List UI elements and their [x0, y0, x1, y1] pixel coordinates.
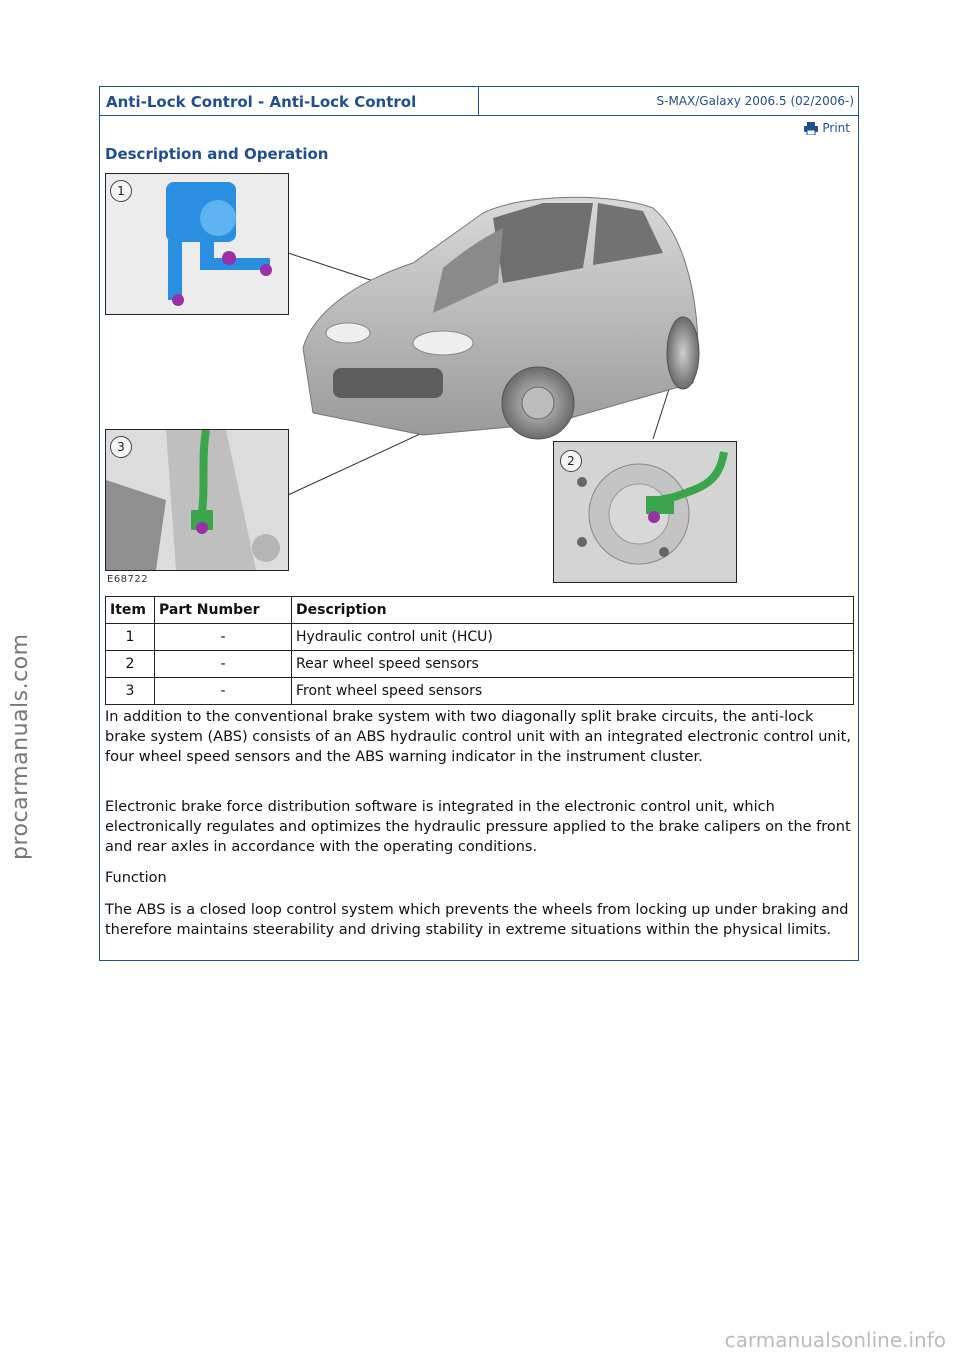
parts-table	[105, 596, 854, 705]
printer-icon	[804, 122, 818, 135]
column-header-item: Item	[106, 597, 155, 624]
page-title: Anti-Lock Control - Anti-Lock Control	[106, 93, 417, 111]
figure-code: E68722	[107, 574, 149, 585]
cell-item: 1	[106, 624, 155, 651]
cell-description: Front wheel speed sensors	[292, 678, 854, 705]
cell-description: Rear wheel speed sensors	[292, 651, 854, 678]
hydraulic-control-unit-image	[106, 174, 288, 314]
cell-part-number: -	[155, 651, 292, 678]
cell-part-number: -	[155, 624, 292, 651]
header-divider	[478, 87, 479, 115]
table-row	[106, 678, 854, 705]
paragraph-overview: In addition to the conventional brake system with two diagonally split brake circuits, the anti-lock brake system (ABS) consists of an ABS hydraulic control unit with an integrated electronic control unit, four wheel speed sensors and the ABS warning indicator in the instrument cluster.	[105, 709, 851, 765]
cell-item: 2	[106, 651, 155, 678]
callout-1: 1	[110, 180, 132, 202]
abs-component-diagram	[105, 173, 745, 585]
table-row	[106, 624, 854, 651]
paragraph-ebd: Electronic brake force distribution software is integrated in the electronic control unit, which electronically regulates and optimizes the hydraulic pressure applied to the brake calipers on the front and rear axles in accordance with the operating conditions.	[105, 799, 851, 855]
column-header-part-number: Part Number	[155, 597, 292, 624]
callout-3: 3	[110, 436, 132, 458]
table-header-row	[106, 597, 854, 624]
bottom-watermark: carmanualsonline.info	[724, 1328, 946, 1352]
table-row	[106, 651, 854, 678]
side-watermark: procarmanuals.com	[8, 633, 33, 860]
model-label: S-MAX/Galaxy 2006.5 (02/2006-)	[656, 94, 854, 108]
hcu-inset	[105, 173, 289, 315]
callout-2: 2	[560, 450, 582, 472]
paragraph-function: The ABS is a closed loop control system which prevents the wheels from locking up under braking and therefore maintains steerability and driving stability in extreme situations within the physical limits.	[105, 902, 849, 938]
print-label: Print	[822, 121, 850, 135]
header-row	[100, 87, 858, 116]
front-wheel-speed-sensor-image	[106, 430, 288, 570]
column-header-description: Description	[292, 597, 854, 624]
cell-part-number: -	[155, 678, 292, 705]
vehicle-illustration	[293, 173, 713, 463]
section-heading: Description and Operation	[105, 145, 329, 163]
subheading-function: Function	[105, 870, 167, 886]
cell-description: Hydraulic control unit (HCU)	[292, 624, 854, 651]
cell-item: 3	[106, 678, 155, 705]
rear-sensor-inset	[553, 441, 737, 583]
document-frame	[99, 86, 859, 961]
print-button[interactable]	[804, 121, 850, 135]
front-sensor-inset	[105, 429, 289, 571]
